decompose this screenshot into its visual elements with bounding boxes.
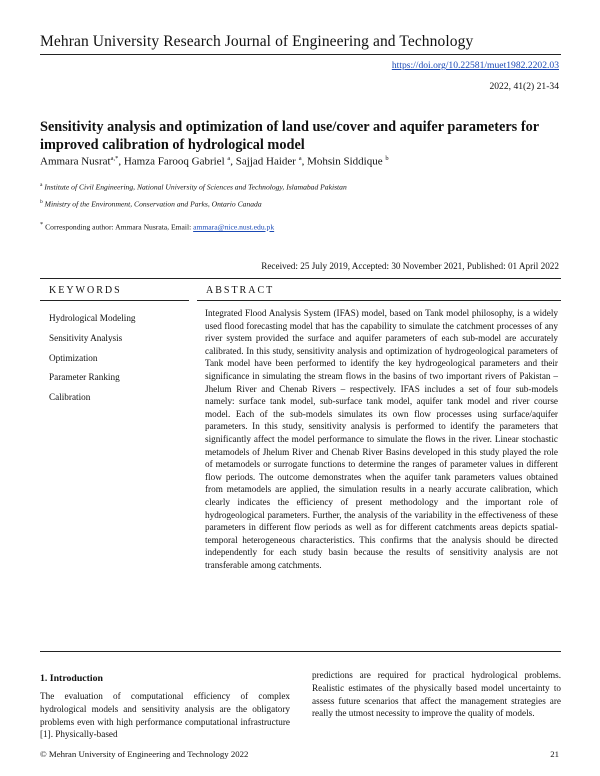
keyword-item: Hydrological Modeling (49, 313, 136, 323)
header-rule (40, 54, 561, 55)
author-name: Ammara Nusrat (40, 155, 111, 168)
affiliation-sup: b (40, 199, 43, 205)
keywords-rule (40, 300, 189, 301)
author-name: Mohsin Siddique (307, 155, 383, 168)
author-name: Sajjad Haider (235, 155, 296, 168)
abstract-text: Integrated Flood Analysis System (IFAS) model, based on Tank model philosophy, is a widely used flood forecasting model that has the capability to simulate the catchment processes of any river system provided the surface and aquifer parameters of each sub-model are accurately calibrated. In this study, sensitivity analysis and optimization of hydrogeological parameters of Tank model have been performed to identify the key hydrogeological parameters and their significance in simulating the stream flows in the basins of two important rivers of Pakistan – Jhelum River and Chenab Rivers – respectively. IFAS includes a set of four sub-models namely: surface tank model, sub-surface tank model, aquifer tank model and river course model. Each of the sub-models simulates its own flow processes using surface/aquifer parameters. In this study, sensitivity analysis is performed to identify the parameters that significantly affect the model performance to simulate the flows in the river. Linear stochastic metamodels of Jhelum River and Chenab River Basins developed in this study played the role of metamodels or surrogate functions to determine the ranges of parameter values in different flow periods. The outcome demonstrates when the aquifer tank parameters values obtained from metamodels are applied, the simulation results in a nearly accurate calibration, which clearly indicates the efficiency of present methodology and the important role of hydrogeological parameters. Further, the analysis of the variability in the effectiveness of these parameters in different flow periods as well as for different catchments areas depicts spatial-temporal heterogeneous characteristics. This confirms that the analysis should be directed independently for each study basin because the results of sensitivity analysis are not transferable among catchments. (205, 308, 558, 570)
doi-link[interactable]: https://doi.org/10.22581/muet1982.2202.03 (391, 60, 559, 71)
author-list: Ammara Nusrat$^{a,*}$, Hamza Farooq Gabriel $^a$, Sajjad Haider $^a$, Mohsin Siddique $^b$ (40, 155, 389, 168)
footer-copyright: © Mehran University of Engineering and Technology 2022 (40, 749, 249, 759)
abstract-label: ABSTRACT (206, 285, 275, 296)
introduction-heading: 1. Introduction (40, 673, 103, 684)
affiliation-text: Ministry of the Environment, Conservation and Parks, Ontario Canada (44, 199, 262, 209)
corresponding-sup: * (40, 221, 44, 228)
paper-title: Sensitivity analysis and optimization of land use/cover and aquifer parameters for improved calibration of hydrological model (40, 119, 539, 153)
author-sup: b (385, 155, 389, 162)
intro-left-column: The evaluation of computational efficiency of complex hydrological models and sensitivity analysis are the obligatory problems even with high performance computational infrastructure [1]. Physically-based (40, 691, 290, 740)
keyword-item: Calibration (49, 392, 91, 403)
keyword-item: Parameter Ranking (49, 372, 120, 383)
page-number: 21 (550, 749, 559, 759)
affiliation-text: Institute of Civil Engineering, National University of Sciences and Technology, Islamabad Pakistan (44, 182, 347, 192)
section-bottom-rule (40, 651, 561, 652)
author-sup: a (227, 155, 231, 162)
abstract-rule (197, 300, 561, 301)
author-name: Hamza Farooq Gabriel (123, 155, 225, 168)
affiliation-b (40, 199, 262, 209)
author-sup: a,* (110, 155, 119, 162)
volume-info: 2022, 41(2) 21-34 (489, 81, 559, 92)
email-link[interactable]: ammara@nice.nust.edu.pk (193, 222, 275, 232)
keyword-item: Sensitivity Analysis (49, 332, 123, 343)
keyword-list (49, 309, 136, 408)
journal-name: Mehran University Research Journal of Engineering and Technology (40, 33, 474, 50)
section-top-rule (40, 278, 561, 279)
received-dates: Received: 25 July 2019, Accepted: 30 November 2021, Published: 01 April 2022 (261, 261, 559, 271)
affiliation-a (40, 182, 347, 192)
corresponding-text: Corresponding author: Ammara Nusrata, Email: (45, 222, 194, 232)
author-sup: a (298, 155, 302, 162)
corresponding-author (40, 221, 274, 232)
affiliation-sup: a (40, 182, 43, 188)
keyword-item: Optimization (49, 352, 98, 363)
keywords-label: KEYWORDS (49, 285, 122, 296)
intro-right-column: predictions are required for practical hydrological problems. Realistic estimates of the physically based model uncertainty to assess future scenarios that affect the management strategies are really the utmost necessity to improve the quality of models. (312, 670, 561, 719)
